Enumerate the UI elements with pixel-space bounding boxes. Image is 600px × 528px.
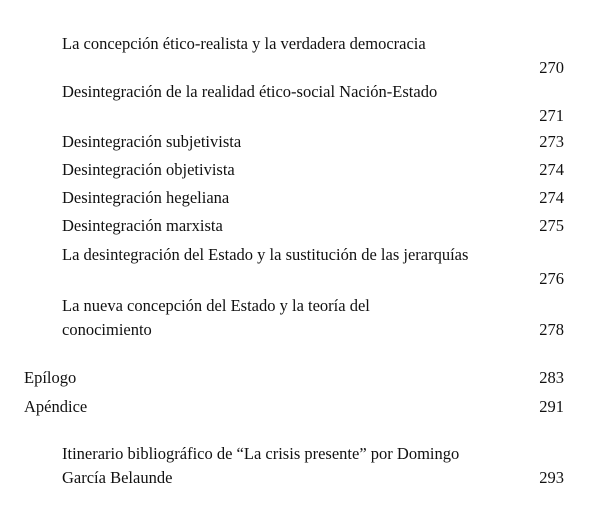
toc-entry-page: 274 — [539, 188, 564, 207]
toc-entry[interactable] — [62, 32, 564, 80]
toc-entry-page: 270 — [539, 58, 564, 77]
toc-entry-title: Apéndice — [24, 397, 88, 416]
toc-entry-title: La concepción ético-realista y la verdadera democracia — [62, 34, 426, 53]
toc-entry-title: Desintegración objetivista — [62, 160, 235, 179]
toc-entry-page: 278 — [539, 320, 564, 339]
toc-entry-appendix-item[interactable] — [62, 442, 564, 490]
toc-entry-title: Epílogo — [24, 368, 77, 387]
toc-entry-page: 271 — [539, 106, 564, 125]
toc-entry[interactable] — [62, 186, 564, 210]
toc-entry[interactable] — [62, 294, 564, 342]
toc-entry-page: 283 — [539, 368, 564, 387]
toc-entry-page: 274 — [539, 160, 564, 179]
toc-entry-title: Desintegración marxista — [62, 216, 223, 235]
toc-entry-epilogue[interactable] — [24, 366, 564, 390]
toc-entry-page: 291 — [539, 397, 564, 416]
toc-entry-page: 293 — [539, 468, 564, 487]
toc-entry-page: 276 — [539, 269, 564, 288]
toc-entry[interactable] — [62, 130, 564, 154]
toc-entry-page: 275 — [539, 216, 564, 235]
toc-entry[interactable] — [62, 243, 564, 291]
toc-entry-title: La desintegración del Estado y la sustitución de las jerarquías — [62, 245, 469, 264]
toc-entry-title: Desintegración hegeliana — [62, 188, 230, 207]
toc-entry[interactable] — [62, 158, 564, 182]
toc-entry-page: 273 — [539, 132, 564, 151]
toc-entry[interactable] — [62, 80, 564, 128]
toc-entry-title: La nueva concepción del Estado y la teoría del conocimiento — [62, 296, 370, 339]
toc-entry-appendix[interactable] — [24, 395, 564, 419]
toc-entry[interactable] — [62, 214, 564, 238]
toc-entry-title: Itinerario bibliográfico de “La crisis presente” por Domingo García Belaunde — [62, 444, 460, 487]
toc-entry-title: Desintegración subjetivista — [62, 132, 242, 151]
toc-entry-title: Desintegración de la realidad ético-social Nación-Estado — [62, 82, 438, 101]
